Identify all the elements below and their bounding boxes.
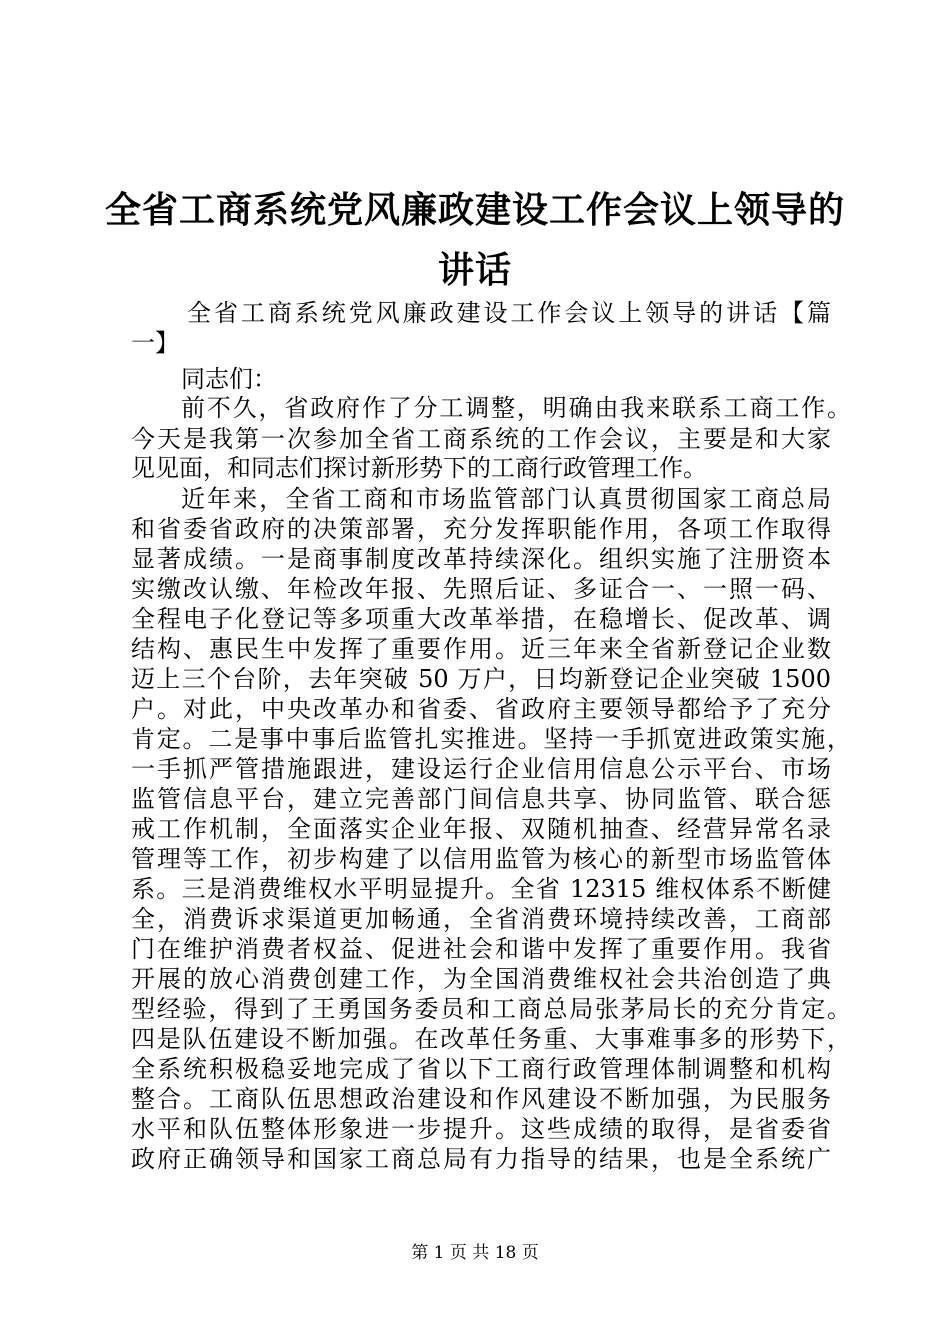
body-line: 水平和队伍整体形象进一步提升。这些成绩的取得，是省委省 — [131, 1115, 831, 1143]
body-line: 显著成绩。一是商事制度改革持续深化。组织实施了注册资本 — [131, 545, 831, 573]
body-line: 全程电子化登记等多项重大改革举措，在稳增长、促改革、调 — [131, 605, 831, 633]
body-line: 型经验，得到了王勇国务委员和工商总局张茅局长的充分肯定。 — [131, 995, 851, 1023]
body-line: 政府正确领导和国家工商总局有力指导的结果，也是全系统广 — [131, 1145, 831, 1173]
body-line: 管理等工作，初步构建了以信用监管为核心的新型市场监管体 — [131, 845, 831, 873]
page-number-footer: 第 1 页 共 18 页 — [411, 1243, 539, 1263]
document-title: 全省工商系统党风廉政建设工作会议上领导的 — [104, 189, 845, 231]
body-line: 结构、惠民生中发挥了重要作用。近三年来全省新登记企业数 — [131, 635, 831, 663]
body-line: 实缴改认缴、年检改年报、先照后证、多证合一、一照一码、 — [131, 575, 831, 603]
body-line: 四是队伍建设不断加强。在改革任务重、大事难事多的形势下， — [131, 1025, 851, 1053]
body-line: 肯定。二是事中事后监管扎实推进。坚持一手抓宽进政策实施， — [131, 725, 851, 753]
body-line: 门在维护消费者权益、促进社会和谐中发挥了重要作用。我省 — [131, 935, 831, 963]
body-line: 系。三是消费维权水平明显提升。全省 12315 维权体系不断健 — [131, 875, 831, 903]
body-line: 见见面，和同志们探讨新形势下的工商行政管理工作。 — [131, 454, 707, 482]
body-line: 监管信息平台，建立完善部门间信息共享、协同监管、联合惩 — [131, 785, 831, 813]
body-line: 一手抓严管措施跟进，建设运行企业信用信息公示平台、市场 — [131, 755, 831, 783]
body-line: 户。对此，中央改革办和省委、省政府主要领导都给予了充分 — [131, 695, 831, 723]
document-title-continued: 讲话 — [437, 249, 512, 291]
body-line: 和省委省政府的决策部署，充分发挥职能作用，各项工作取得 — [131, 515, 831, 543]
salutation: 同志们： — [181, 365, 277, 393]
body-line: 戒工作机制，全面落实企业年报、双随机抽查、经营异常名录 — [131, 815, 831, 843]
body-line: 一】 — [131, 329, 179, 357]
body-line: 全，消费诉求渠道更加畅通，全省消费环境持续改善，工商部 — [131, 905, 831, 933]
body-line: 前不久，省政府作了分工调整，明确由我来联系工商工作。 — [181, 394, 851, 422]
body-line: 今天是我第一次参加全省工商系统的工作会议，主要是和大家 — [131, 425, 831, 453]
body-line: 全系统积极稳妥地完成了省以下工商行政管理体制调整和机构 — [131, 1055, 831, 1083]
body-line: 近年来，全省工商和市场监管部门认真贯彻国家工商总局 — [181, 485, 831, 513]
body-line: 迈上三个台阶，去年突破 50 万户，日均新登记企业突破 1500 — [131, 665, 831, 693]
body-line: 整合。工商队伍思想政治建设和作风建设不断加强，为民服务 — [131, 1085, 831, 1113]
body-line: 开展的放心消费创建工作，为全国消费维权社会共治创造了典 — [131, 965, 831, 993]
body-line: 全省工商系统党风廉政建设工作会议上领导的讲话【篇 — [187, 299, 831, 327]
